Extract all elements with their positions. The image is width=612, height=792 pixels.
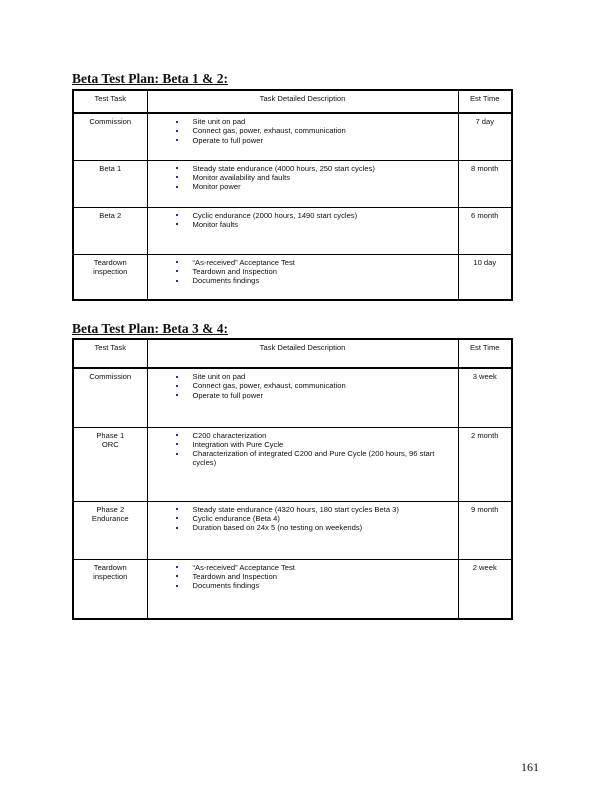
description-cell bbox=[147, 113, 458, 160]
table-row bbox=[73, 368, 512, 427]
bullet-list bbox=[151, 563, 455, 591]
est-time-cell: 2 week bbox=[458, 559, 512, 619]
bullet-list bbox=[151, 211, 455, 230]
list-item: “As-received” Acceptance Test bbox=[193, 563, 455, 572]
description-cell bbox=[147, 559, 458, 619]
est-time-cell: 6 month bbox=[458, 207, 512, 254]
description-cell bbox=[147, 368, 458, 427]
est-time-cell: 2 month bbox=[458, 427, 512, 501]
beta-1-2-table bbox=[72, 89, 513, 301]
column-header: Est Time bbox=[458, 339, 512, 368]
task-cell: Beta 1 bbox=[73, 160, 147, 207]
list-item: Monitor power bbox=[193, 182, 455, 191]
bullet-list bbox=[151, 117, 455, 145]
bullet-list bbox=[151, 431, 455, 468]
list-item: “As-received” Acceptance Test bbox=[193, 258, 455, 267]
task-cell: Phase 2 Endurance bbox=[73, 501, 147, 559]
list-item: Site unit on pad bbox=[193, 117, 455, 126]
description-cell bbox=[147, 160, 458, 207]
list-item: Site unit on pad bbox=[193, 372, 455, 381]
table-row bbox=[73, 160, 512, 207]
task-cell: Commission bbox=[73, 113, 147, 160]
column-header: Task Detailed Description bbox=[147, 339, 458, 368]
task-cell: Teardown inspection bbox=[73, 559, 147, 619]
list-item: Steady state endurance (4000 hours, 250 start cycles) bbox=[193, 164, 455, 173]
list-item: Teardown and Inspection bbox=[193, 572, 455, 581]
list-item: Connect gas, power, exhaust, communication bbox=[193, 126, 455, 135]
bullet-list bbox=[151, 505, 455, 533]
list-item: Documents findings bbox=[193, 581, 455, 590]
task-cell: Beta 2 bbox=[73, 207, 147, 254]
list-item: Cyclic endurance (2000 hours, 1490 start cycles) bbox=[193, 211, 455, 220]
section-title-beta-3-4: Beta Test Plan: Beta 3 & 4: bbox=[72, 321, 228, 336]
section-title-beta-1-2: Beta Test Plan: Beta 1 & 2: bbox=[72, 71, 228, 86]
est-time-cell: 7 day bbox=[458, 113, 512, 160]
column-header: Test Task bbox=[73, 339, 147, 368]
list-item: Cyclic endurance (Beta 4) bbox=[193, 514, 455, 523]
beta-3-4-table bbox=[72, 338, 513, 620]
page-number: 161 bbox=[521, 760, 539, 774]
column-header: Task Detailed Description bbox=[147, 90, 458, 113]
list-item: Steady state endurance (4320 hours, 180 start cycles Beta 3) bbox=[193, 505, 455, 514]
est-time-cell: 10 day bbox=[458, 254, 512, 300]
task-cell: Phase 1 ORC bbox=[73, 427, 147, 501]
list-item: Operate to full power bbox=[193, 391, 455, 400]
list-item: Characterization of integrated C200 and Pure Cycle (200 hours, 96 start cycles) bbox=[193, 449, 455, 468]
est-time-cell: 3 week bbox=[458, 368, 512, 427]
header-row bbox=[73, 339, 512, 368]
list-item: Teardown and Inspection bbox=[193, 267, 455, 276]
column-header: Est Time bbox=[458, 90, 512, 113]
table-row bbox=[73, 113, 512, 160]
description-cell bbox=[147, 207, 458, 254]
list-item: Duration based on 24x 5 (no testing on weekends) bbox=[193, 523, 455, 532]
task-cell: Commission bbox=[73, 368, 147, 427]
table-row bbox=[73, 427, 512, 501]
description-cell bbox=[147, 254, 458, 300]
list-item: C200 characterization bbox=[193, 431, 455, 440]
est-time-cell: 8 month bbox=[458, 160, 512, 207]
list-item: Integration with Pure Cycle bbox=[193, 440, 455, 449]
list-item: Monitor availability and faults bbox=[193, 173, 455, 182]
bullet-list bbox=[151, 372, 455, 400]
bullet-list bbox=[151, 258, 455, 286]
task-cell: Teardown inspection bbox=[73, 254, 147, 300]
table-row bbox=[73, 501, 512, 559]
column-header: Test Task bbox=[73, 90, 147, 113]
list-item: Operate to full power bbox=[193, 136, 455, 145]
table-row bbox=[73, 207, 512, 254]
header-row bbox=[73, 90, 512, 113]
description-cell bbox=[147, 501, 458, 559]
list-item: Documents findings bbox=[193, 276, 455, 285]
description-cell bbox=[147, 427, 458, 501]
est-time-cell: 9 month bbox=[458, 501, 512, 559]
bullet-list bbox=[151, 164, 455, 192]
table-row bbox=[73, 559, 512, 619]
table-row bbox=[73, 254, 512, 300]
list-item: Monitor faults bbox=[193, 220, 455, 229]
list-item: Connect gas, power, exhaust, communication bbox=[193, 381, 455, 390]
